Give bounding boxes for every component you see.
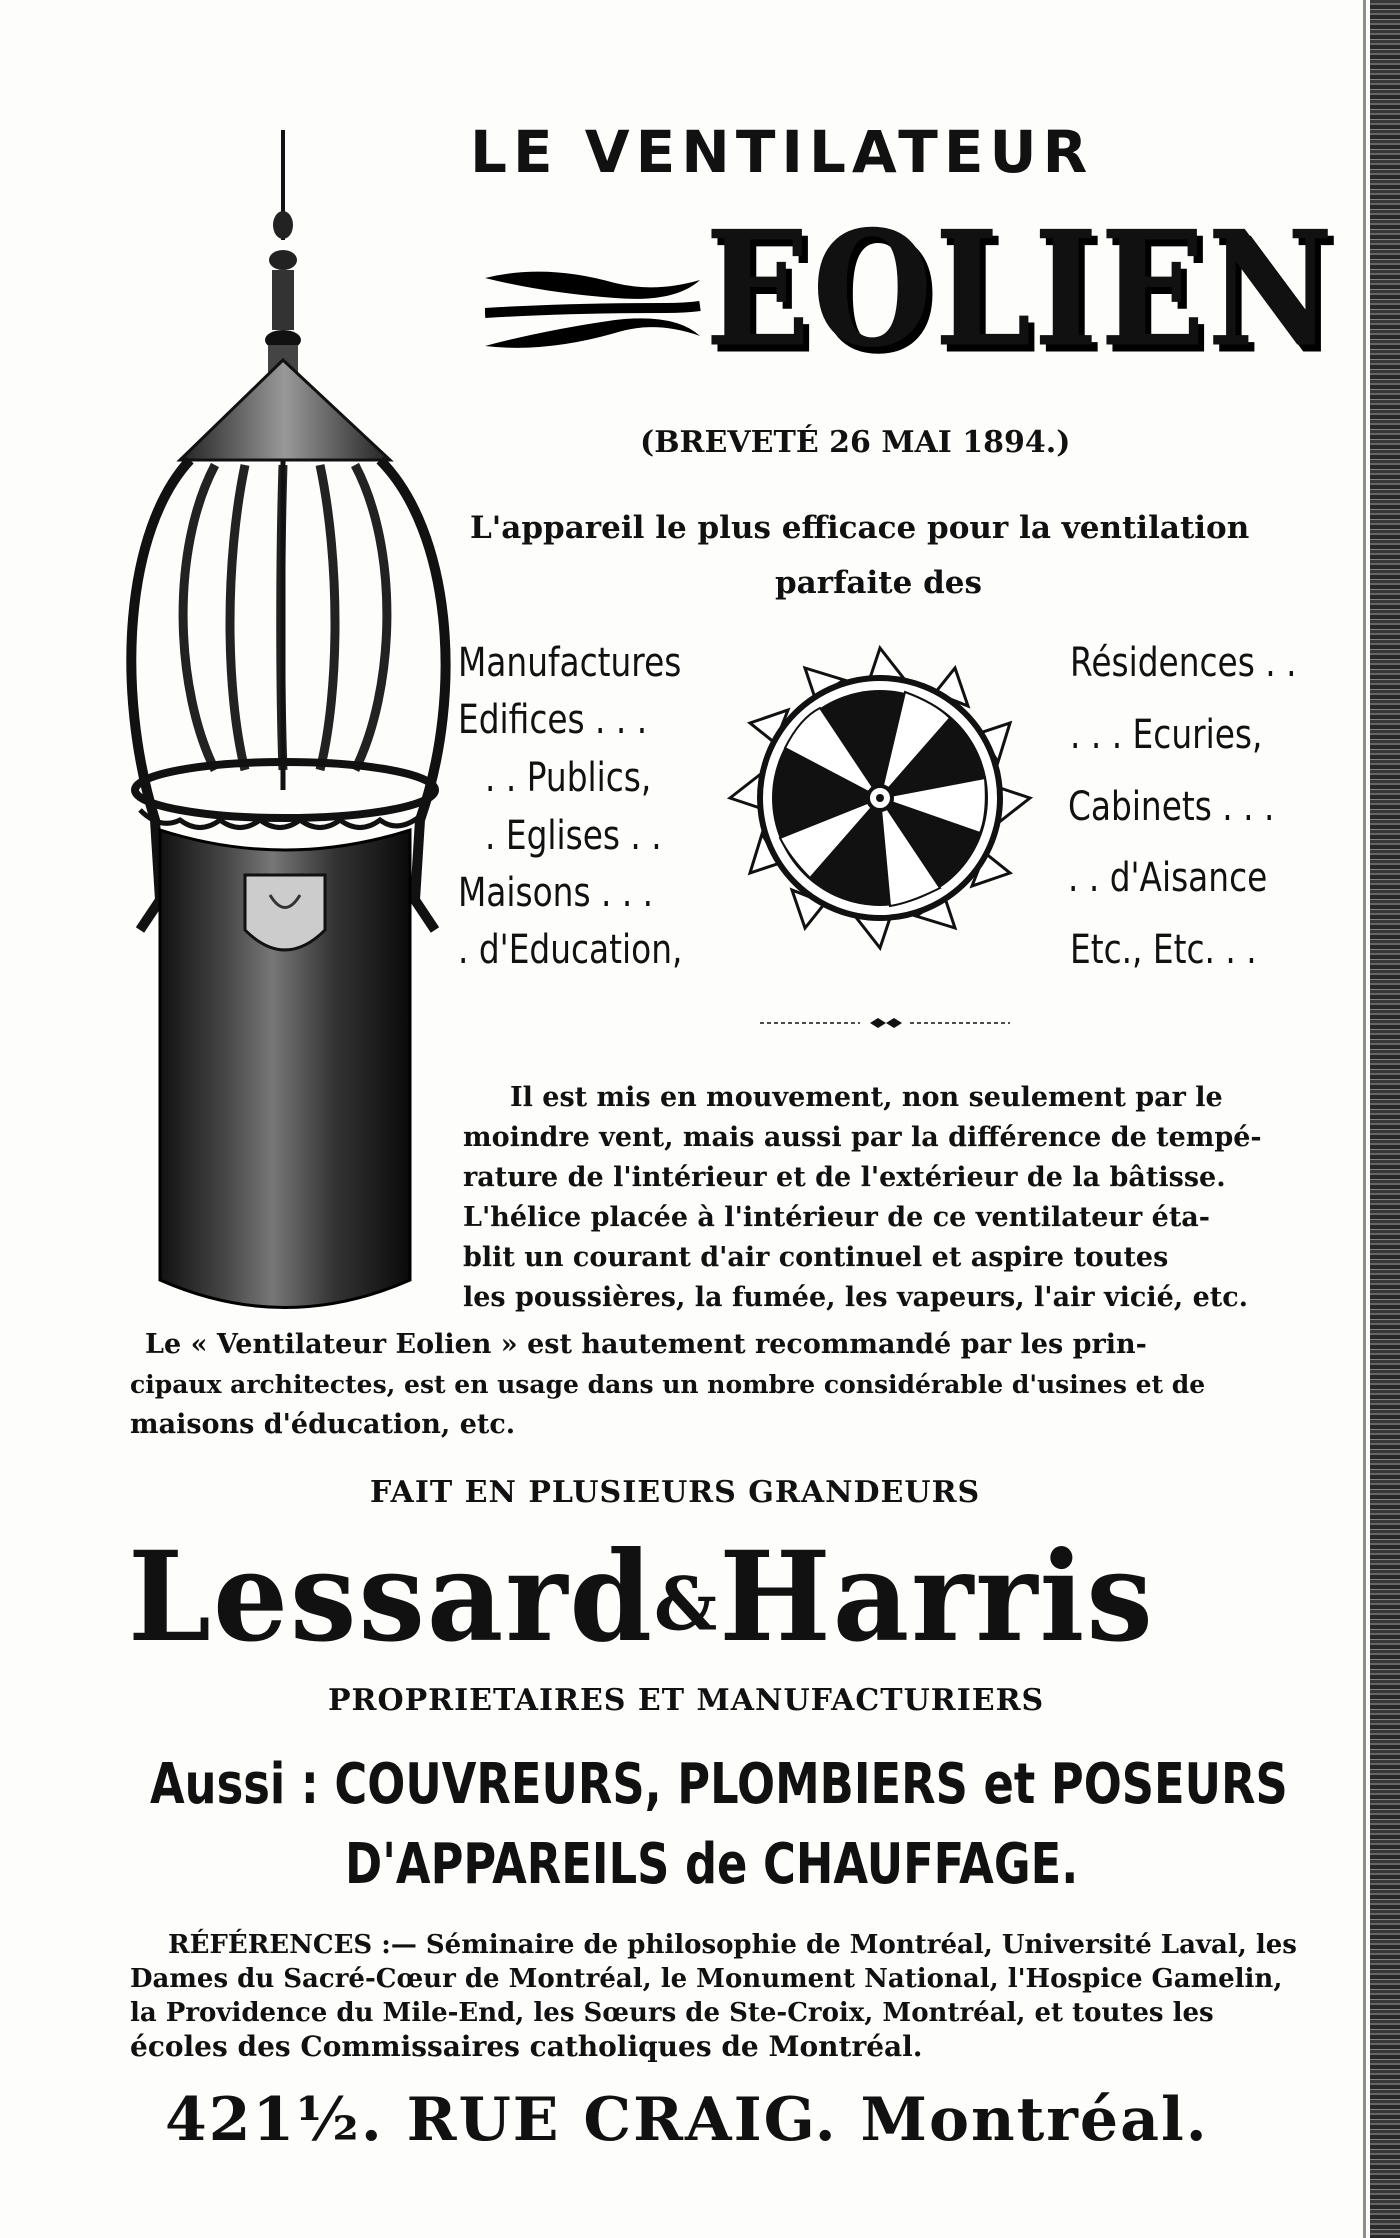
use-left: Edifices . . . — [458, 697, 648, 743]
intro-line-2: parfaite des — [775, 565, 982, 601]
description-line: maisons d'éducation, etc. — [130, 1409, 516, 1440]
use-right: . . . Ecuries, — [1070, 712, 1263, 758]
patent-date: (BREVETÉ 26 MAI 1894.) — [640, 425, 1071, 460]
use-right: . . d'Aisance — [1068, 855, 1268, 901]
company-name — [128, 1523, 1155, 1670]
references-line: écoles des Commissaires catholiques de Montréal. — [130, 2030, 923, 2063]
arrow-ornament-icon — [485, 258, 705, 358]
use-left: . d'Education, — [458, 927, 683, 973]
sizes-line: FAIT EN PLUSIEURS GRANDEURS — [370, 1475, 981, 1510]
references-line: la Providence du Mile-End, les Sœurs de Ste-Croix, Montréal, et toutes les — [130, 1998, 1214, 2028]
description-line: Il est mis en mouvement, non seulement par le — [510, 1082, 1223, 1113]
ventilator-illustration — [120, 130, 470, 1320]
use-right: Résidences . . — [1070, 640, 1297, 686]
company-ampersand: & — [654, 1560, 720, 1648]
references-line: RÉFÉRENCES :— Séminaire de philosophie de Montréal, Université Laval, les — [168, 1930, 1297, 1960]
use-left: Maisons . . . — [458, 870, 654, 916]
description-line: les poussières, la fumée, les vapeurs, l'air vicié, etc. — [463, 1282, 1249, 1313]
services-line-2: D'APPAREILS de CHAUFFAGE. — [345, 1832, 1079, 1897]
use-right: Etc., Etc. . . — [1070, 927, 1257, 973]
fan-wheel-illustration — [720, 638, 1040, 958]
description-line: cipaux architectes, est en usage dans un nombre considérable d'usines et de — [130, 1370, 1206, 1399]
description-line: L'hélice placée à l'intérieur de ce ventilateur éta- — [463, 1202, 1210, 1233]
intro-line-1: L'appareil le plus efficace pour la ventilation — [470, 510, 1250, 546]
company-role: PROPRIETAIRES ET MANUFACTURIERS — [328, 1683, 1045, 1718]
use-right: Cabinets . . . — [1068, 784, 1275, 830]
use-left: Manufactures — [458, 640, 682, 686]
use-left: . . Publics, — [485, 755, 652, 801]
description-line: moindre vent, mais aussi par la différence de tempé- — [463, 1122, 1262, 1153]
services-line-1: Aussi : COUVREURS, PLOMBIERS et POSEURS — [150, 1752, 1288, 1817]
title-eolien: EOLIEN — [705, 195, 1336, 383]
title-line-1: LE VENTILATEUR — [470, 118, 1094, 186]
company-name-part1: Lessard — [128, 1523, 655, 1670]
scan-border-line — [1363, 0, 1366, 2238]
description-line: blit un courant d'air continuel et aspire toutes — [463, 1242, 1169, 1273]
divider-ornament — [760, 1018, 1010, 1028]
address: 421½. RUE CRAIG. Montréal. — [165, 2085, 1209, 2155]
description-line: Le « Ventilateur Eolien » est hautement recommandé par les prin- — [145, 1329, 1147, 1360]
company-name-part2: Harris — [719, 1523, 1155, 1670]
scan-border — [1370, 0, 1400, 2238]
references-line: Dames du Sacré-Cœur de Montréal, le Monument National, l'Hospice Gamelin, — [130, 1964, 1283, 1994]
use-left: . Eglises . . — [485, 813, 662, 859]
description-line: rature de l'intérieur et de l'extérieur de la bâtisse. — [463, 1162, 1226, 1193]
